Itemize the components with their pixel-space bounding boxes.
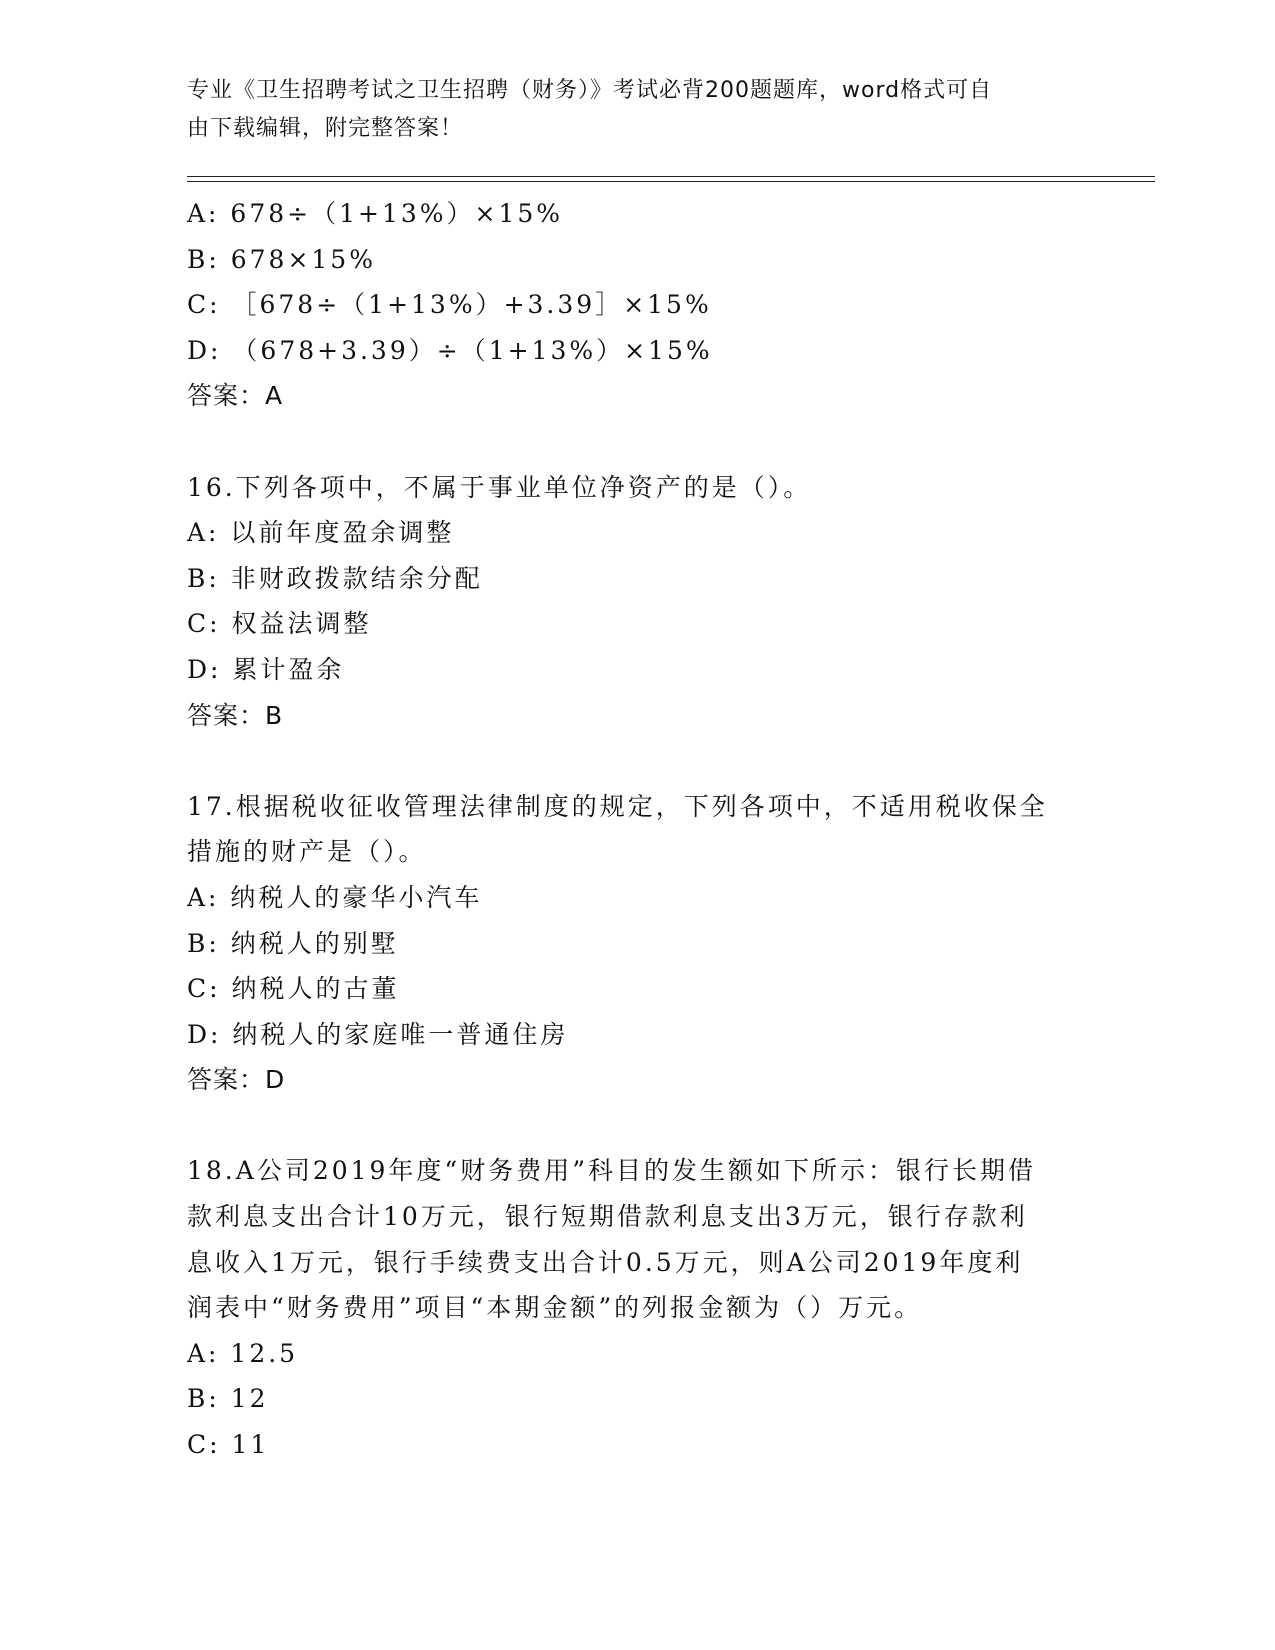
question-stem-line-1: 18.A公司2019年度“财务费用”科目的发生额如下所示：银行长期借 xyxy=(187,1156,1036,1186)
option-c: C: 纳税人的古董 xyxy=(187,974,400,1004)
answer: 答案：A xyxy=(187,381,284,411)
header-line-1: 专业《卫生招聘考试之卫生招聘（财务）》考试必背200题题库，word格式可自 xyxy=(187,78,993,103)
spacer xyxy=(187,419,1087,465)
document-header xyxy=(187,72,1067,148)
question-17 xyxy=(187,784,1087,1103)
option-c: C: 11 xyxy=(187,1430,270,1460)
question-stem-line-4: 润表中“财务费用”项目“本期金额”的列报金额为（）万元。 xyxy=(187,1293,923,1323)
header-divider-bottom xyxy=(187,181,1155,182)
question-stem-line-2: 措施的财产是（）。 xyxy=(187,837,427,867)
header-divider-top xyxy=(187,176,1155,177)
question-18 xyxy=(187,1148,1087,1467)
spacer xyxy=(187,738,1087,784)
option-a: A: 以前年度盈余调整 xyxy=(187,518,455,548)
option-c: C: ［678÷（1+13%）+3.39］×15% xyxy=(187,290,712,320)
answer: 答案：B xyxy=(187,700,284,730)
option-d: D: （678+3.39）÷（1+13%）×15% xyxy=(187,335,713,365)
question-stem-line-2: 款利息支出合计10万元，银行短期借款利息支出3万元，银行存款利 xyxy=(187,1202,1028,1232)
spacer xyxy=(187,1103,1087,1149)
option-d: D: 累计盈余 xyxy=(187,654,345,684)
option-a: A: 678÷（1+13%）×15% xyxy=(187,199,564,228)
option-a: A: 纳税人的豪华小汽车 xyxy=(187,882,483,912)
question-stem-line-1: 17.根据税收征收管理法律制度的规定，下列各项中，不适用税收保全 xyxy=(187,791,1048,821)
question-stem: 16.下列各项中，不属于事业单位净资产的是（）。 xyxy=(187,472,812,502)
option-b: B: 678×15% xyxy=(187,244,376,274)
question-list xyxy=(187,191,1087,1468)
option-a: A: 12.5 xyxy=(187,1338,299,1368)
option-d: D: 纳税人的家庭唯一普通住房 xyxy=(187,1019,569,1049)
option-b: B: 纳税人的别墅 xyxy=(187,928,399,958)
option-b: B: 非财政拨款结余分配 xyxy=(187,563,483,593)
question-stem-line-3: 息收入1万元，银行手续费支出合计0.5万元，则A公司2019年度利 xyxy=(187,1247,1024,1277)
question-15-options xyxy=(187,191,1087,419)
option-c: C: 权益法调整 xyxy=(187,609,372,639)
answer: 答案：D xyxy=(187,1065,286,1095)
header-line-2: 由下载编辑，附完整答案！ xyxy=(187,116,464,141)
option-b: B: 12 xyxy=(187,1384,269,1414)
question-16 xyxy=(187,465,1087,739)
